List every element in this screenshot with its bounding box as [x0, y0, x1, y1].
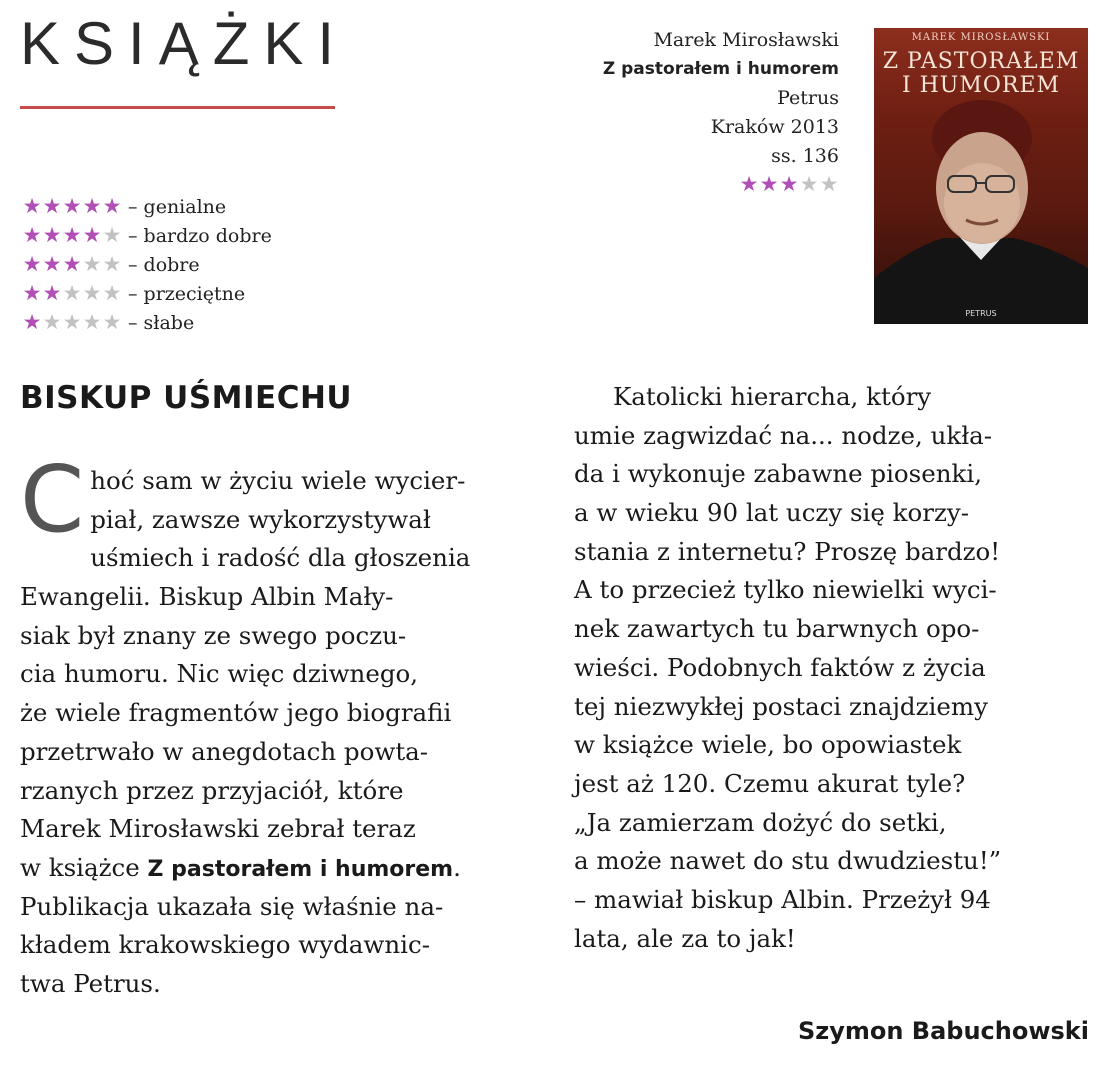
star-icon: ★ — [42, 281, 62, 305]
star-icon: ★ — [82, 281, 102, 305]
text-line: hoć sam w życiu wiele wycier- — [90, 466, 466, 495]
book-info — [603, 26, 839, 200]
text-line: lata, ale za to jak! — [574, 923, 796, 953]
star-icon: ★ — [42, 310, 62, 334]
text-line: A to przecież tylko niewielki wyci- — [574, 575, 997, 605]
text-line: uśmiech i radość dla głoszenia — [90, 543, 471, 573]
star-icon: ★ — [819, 172, 839, 196]
star-icon: ★ — [62, 252, 82, 276]
text-line: da i wykonuje zabawne piosenki, — [574, 459, 982, 489]
text-line: w książce Z pastorałem i humorem. — [20, 852, 461, 882]
text-line: przetrwało w anegdotach powta- — [20, 736, 429, 766]
star-icon: ★ — [22, 194, 42, 218]
cover-author: MAREK MIROSŁAWSKI — [911, 32, 1051, 43]
legend-label: – dobre — [128, 253, 200, 276]
book-rating — [739, 174, 839, 195]
star-icon: ★ — [102, 223, 122, 247]
star-icon: ★ — [102, 252, 122, 276]
legend-label: – genialne — [128, 195, 227, 218]
legend-row — [22, 221, 272, 250]
book-cover — [874, 28, 1088, 324]
text-line: kładem krakowskiego wydawnic- — [20, 930, 430, 960]
drop-cap: C — [20, 446, 85, 553]
text-line: tej niezwykłej postaci znajdziemy — [574, 691, 988, 721]
star-icon: ★ — [22, 252, 42, 276]
star-icon: ★ — [42, 194, 62, 218]
star-icon: ★ — [779, 172, 799, 196]
star-icon: ★ — [42, 252, 62, 276]
text-line: piał, zawsze wykorzystywał — [90, 504, 431, 534]
book-place-year: Kraków 2013 — [710, 116, 839, 138]
cover-publisher: PETRUS — [965, 309, 997, 318]
star-icon: ★ — [82, 223, 102, 247]
cover-title: Z PASTORAŁEM I HUMOREM — [882, 49, 1080, 98]
book-pages: ss. 136 — [771, 145, 839, 167]
text-line: rzanych przez przyjaciół, które — [20, 775, 404, 805]
author-signature: Szymon Babuchowski — [797, 1017, 1089, 1045]
section-title: KSIĄŻKI — [20, 10, 349, 77]
star-icon: ★ — [22, 281, 42, 305]
star-icon: ★ — [22, 310, 42, 334]
legend-label: – przeciętne — [128, 282, 246, 305]
text-line: wieści. Podobnych faktów z życia — [574, 652, 986, 682]
article-column-right — [574, 378, 1089, 958]
text-line: nek zawartych tu barwnych opo- — [574, 614, 980, 644]
text-line: w książce wiele, bo opowiastek — [574, 730, 962, 760]
text-line: że wiele fragmentów jego biografii — [20, 698, 452, 728]
text-line: jest aż 120. Czemu akurat tyle? — [574, 768, 966, 798]
star-icon: ★ — [759, 172, 779, 196]
text-line: Marek Mirosławski zebrał teraz — [20, 814, 416, 844]
text-line: Publikacja ukazała się właśnie na- — [20, 891, 444, 921]
rating-legend — [22, 192, 272, 337]
star-icon: ★ — [102, 310, 122, 334]
article-column-left — [20, 446, 550, 1004]
star-icon: ★ — [799, 172, 819, 196]
title-rule — [20, 106, 335, 109]
star-icon: ★ — [62, 281, 82, 305]
star-icon: ★ — [22, 223, 42, 247]
star-icon: ★ — [739, 172, 759, 196]
legend-label: – słabe — [128, 311, 195, 334]
text-line: umie zagwizdać na... nodze, ukła- — [574, 420, 993, 450]
text-line: twa Petrus. — [20, 968, 161, 998]
text-line: Ewangelii. Biskup Albin Mały- — [20, 582, 394, 612]
star-icon: ★ — [62, 310, 82, 334]
book-author: Marek Mirosławski — [653, 29, 839, 51]
text-line: Katolicki hierarcha, który — [574, 382, 932, 411]
text-line: – mawiał biskup Albin. Przeżył 94 — [574, 884, 991, 914]
star-icon: ★ — [82, 194, 102, 218]
legend-row — [22, 308, 272, 337]
text-line: a może nawet do stu dwudziestu!” — [574, 846, 1002, 876]
book-publisher: Petrus — [777, 87, 839, 109]
legend-row — [22, 279, 272, 308]
star-icon: ★ — [62, 194, 82, 218]
star-icon: ★ — [42, 223, 62, 247]
text-line: stania z internetu? Proszę bardzo! — [574, 536, 1001, 566]
star-icon: ★ — [82, 252, 102, 276]
text-line: cia humoru. Nic więc dziwnego, — [20, 659, 419, 689]
text-line: siak był znany ze swego poczu- — [20, 620, 407, 650]
star-icon: ★ — [82, 310, 102, 334]
star-icon: ★ — [102, 281, 122, 305]
star-icon: ★ — [62, 223, 82, 247]
text-line: a w wieku 90 lat uczy się korzy- — [574, 498, 969, 528]
legend-row — [22, 250, 272, 279]
legend-row — [22, 192, 272, 221]
legend-label: – bardzo dobre — [128, 224, 272, 247]
book-title-inline: Z pastorałem i humorem — [147, 856, 454, 882]
article-headline: BISKUP UŚMIECHU — [20, 380, 353, 416]
book-title: Z pastorałem i humorem — [602, 59, 839, 79]
text-line: „Ja zamierzam dożyć do setki, — [574, 807, 947, 837]
star-icon: ★ — [102, 194, 122, 218]
